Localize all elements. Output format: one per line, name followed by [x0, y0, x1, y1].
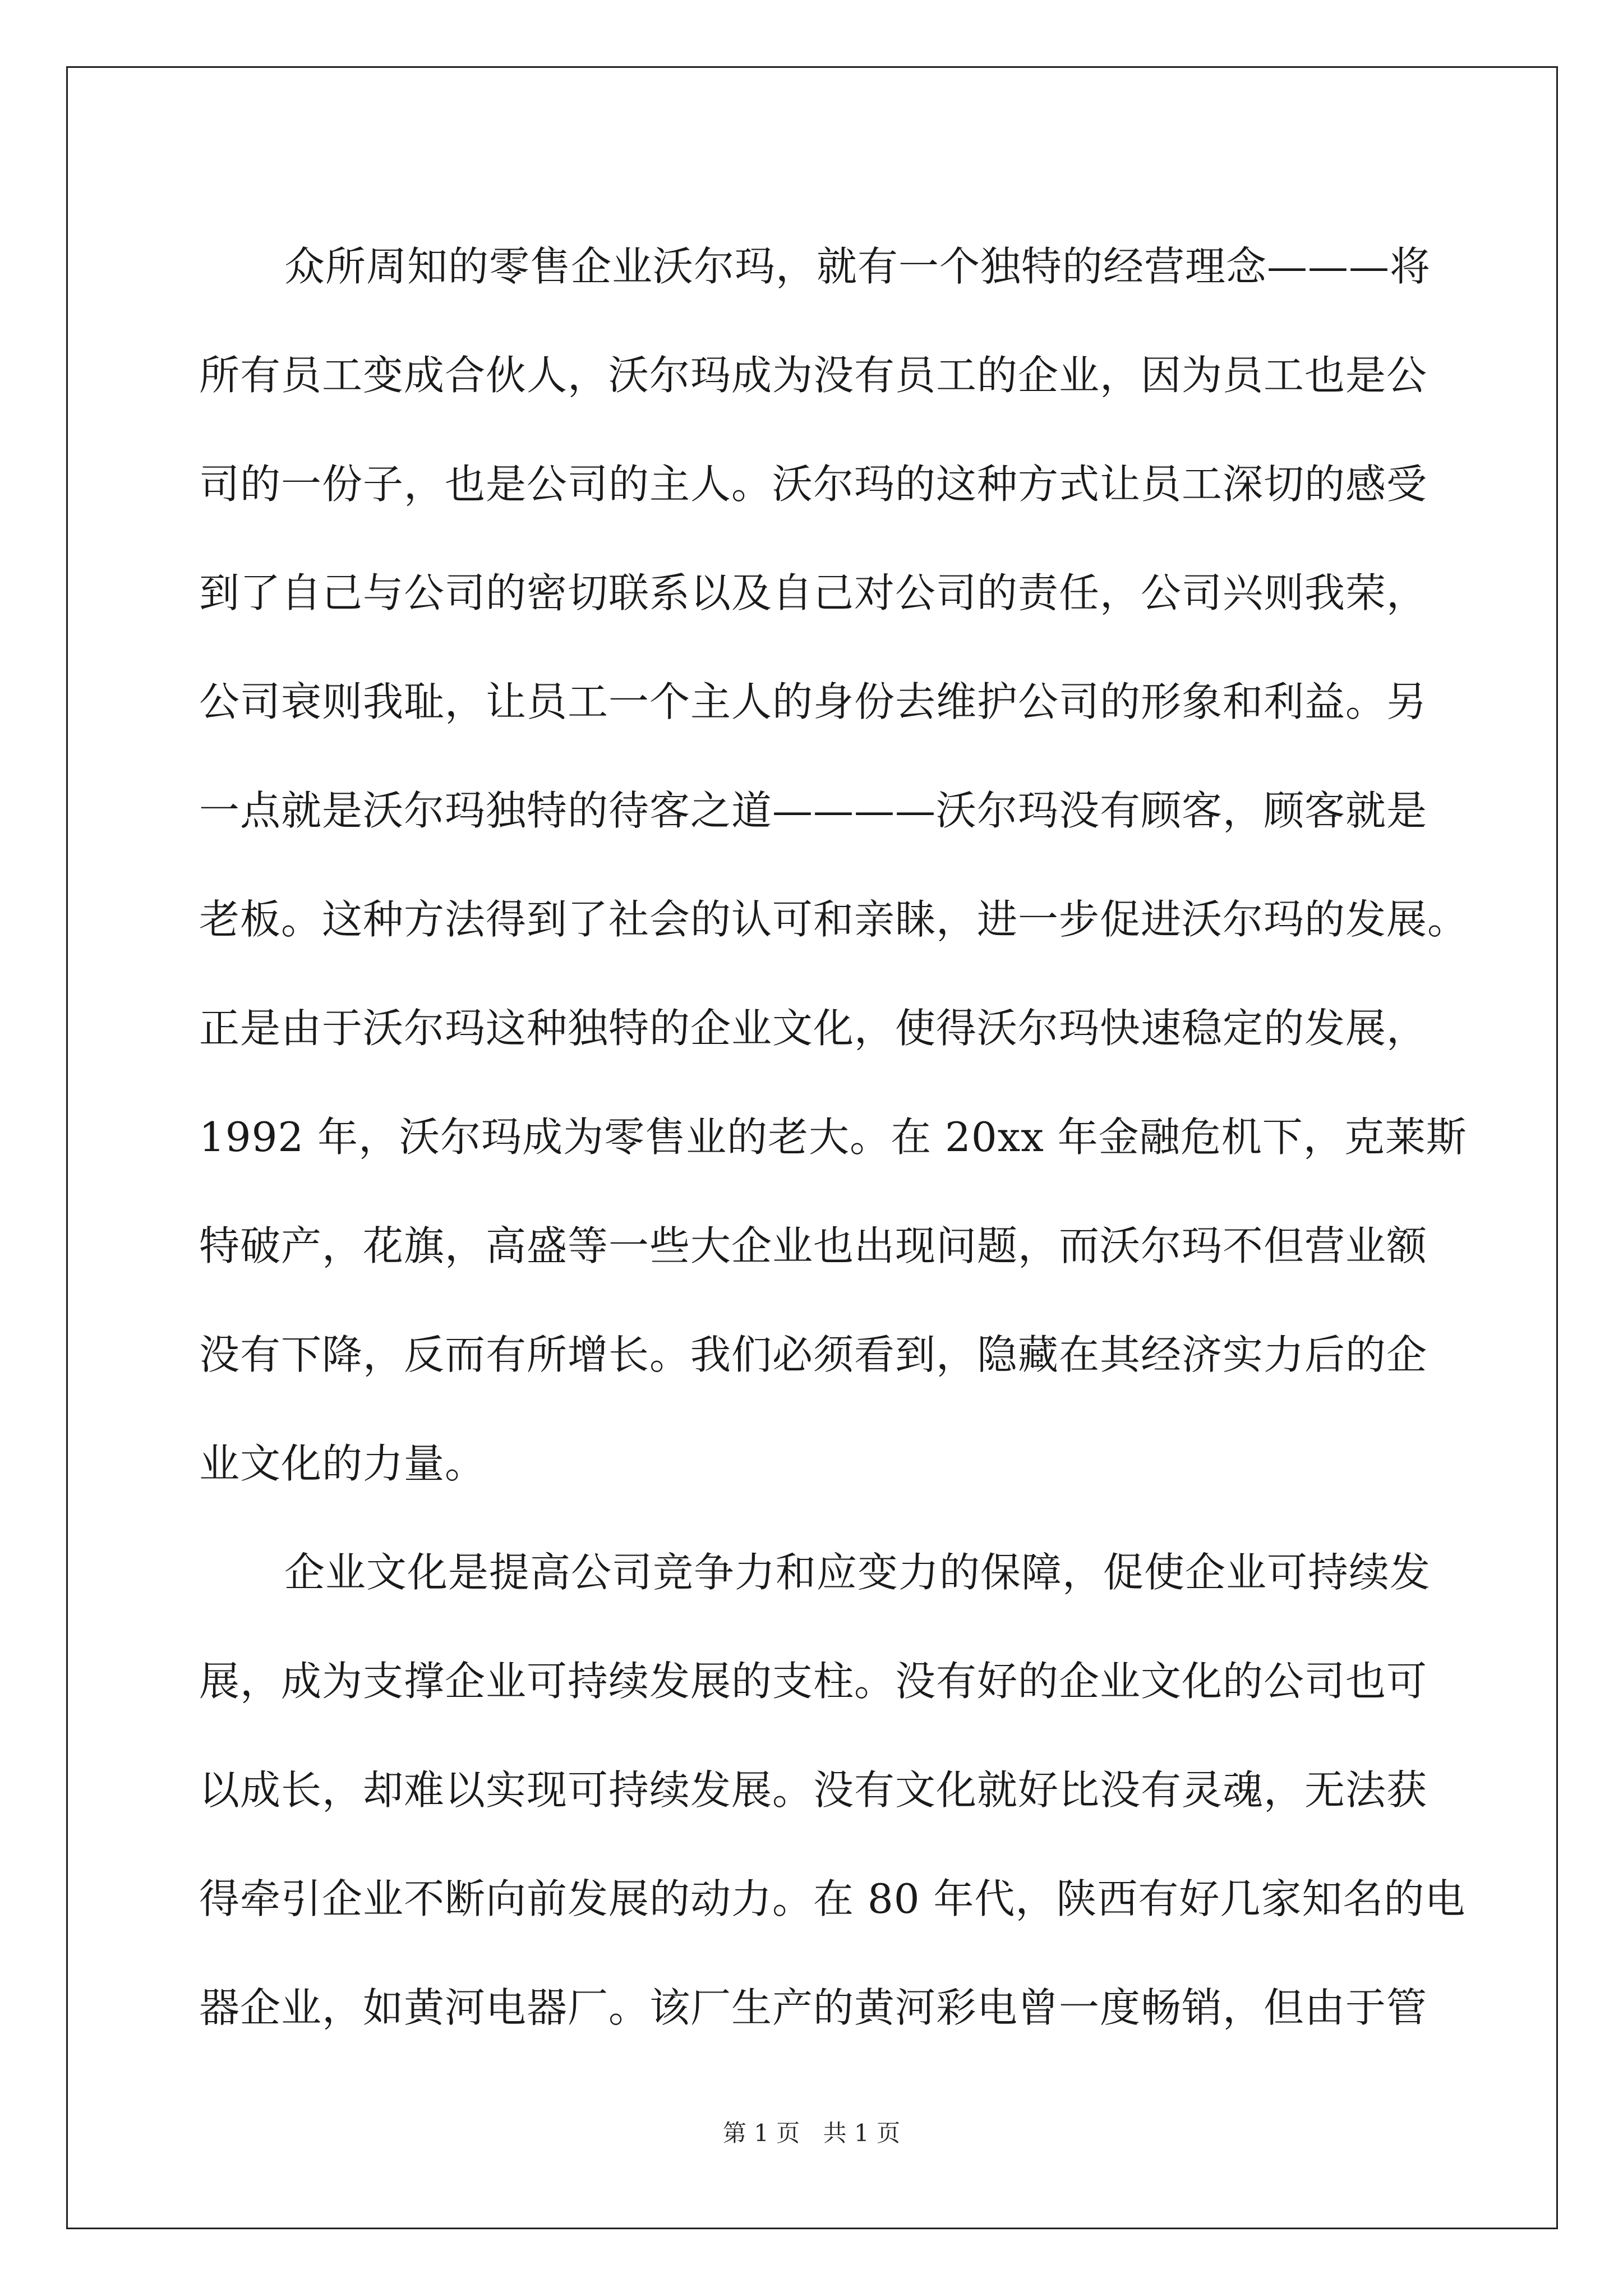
text-line: 到了自己与公司的密切联系以及自己对公司的责任，公司兴则我荣， — [199, 569, 1428, 616]
text-line: 特破产，花旗，高盛等一些大企业也出现问题，而沃尔玛不但营业额 — [199, 1222, 1428, 1269]
page-total: 共 1 页 — [823, 2119, 901, 2147]
text-line: 所有员工变成合伙人，沃尔玛成为没有员工的企业，因为员工也是公 — [199, 352, 1428, 399]
text-line: 业文化的力量。 — [199, 1440, 486, 1487]
page-footer — [0, 2115, 1623, 2148]
text-line: 众所周知的零售企业沃尔玛，就有一个独特的经营理念———将 — [284, 243, 1431, 290]
text-line: 1992 年，沃尔玛成为零售业的老大。在 20xx 年金融危机下，克莱斯 — [199, 1114, 1467, 1161]
text-line: 没有下降，反而有所增长。我们必须看到，隐藏在其经济实力后的企 — [199, 1331, 1428, 1378]
text-line: 公司衰则我耻，让员工一个主人的身份去维护公司的形象和利益。另 — [199, 678, 1428, 725]
text-line: 展，成为支撑企业可持续发展的支柱。没有好的企业文化的公司也可 — [199, 1658, 1428, 1705]
text-line: 老板。这种方法得到了社会的认可和亲睐，进一步促进沃尔玛的发展。 — [199, 896, 1469, 943]
text-line: 器企业，如黄河电器厂。该厂生产的黄河彩电曾一度畅销，但由于管 — [199, 1984, 1428, 2031]
page-number: 第 1 页 — [722, 2119, 800, 2147]
document-body — [199, 212, 1469, 2062]
text-line: 司的一份子，也是公司的主人。沃尔玛的这种方式让员工深切的感受 — [199, 461, 1428, 508]
paragraph-1 — [199, 212, 1469, 1518]
paragraph-2 — [199, 1518, 1466, 2062]
text-line: 正是由于沃尔玛这种独特的企业文化，使得沃尔玛快速稳定的发展， — [199, 1005, 1428, 1052]
text-line: 得牵引企业不断向前发展的动力。在 80 年代，陕西有好几家知名的电 — [199, 1875, 1466, 1922]
text-line: 以成长，却难以实现可持续发展。没有文化就好比没有灵魂，无法获 — [199, 1766, 1428, 1814]
text-line: 一点就是沃尔玛独特的待客之道————沃尔玛没有顾客，顾客就是 — [199, 787, 1428, 834]
text-line: 企业文化是提高公司竞争力和应变力的保障，促使企业可持续发 — [284, 1549, 1431, 1596]
